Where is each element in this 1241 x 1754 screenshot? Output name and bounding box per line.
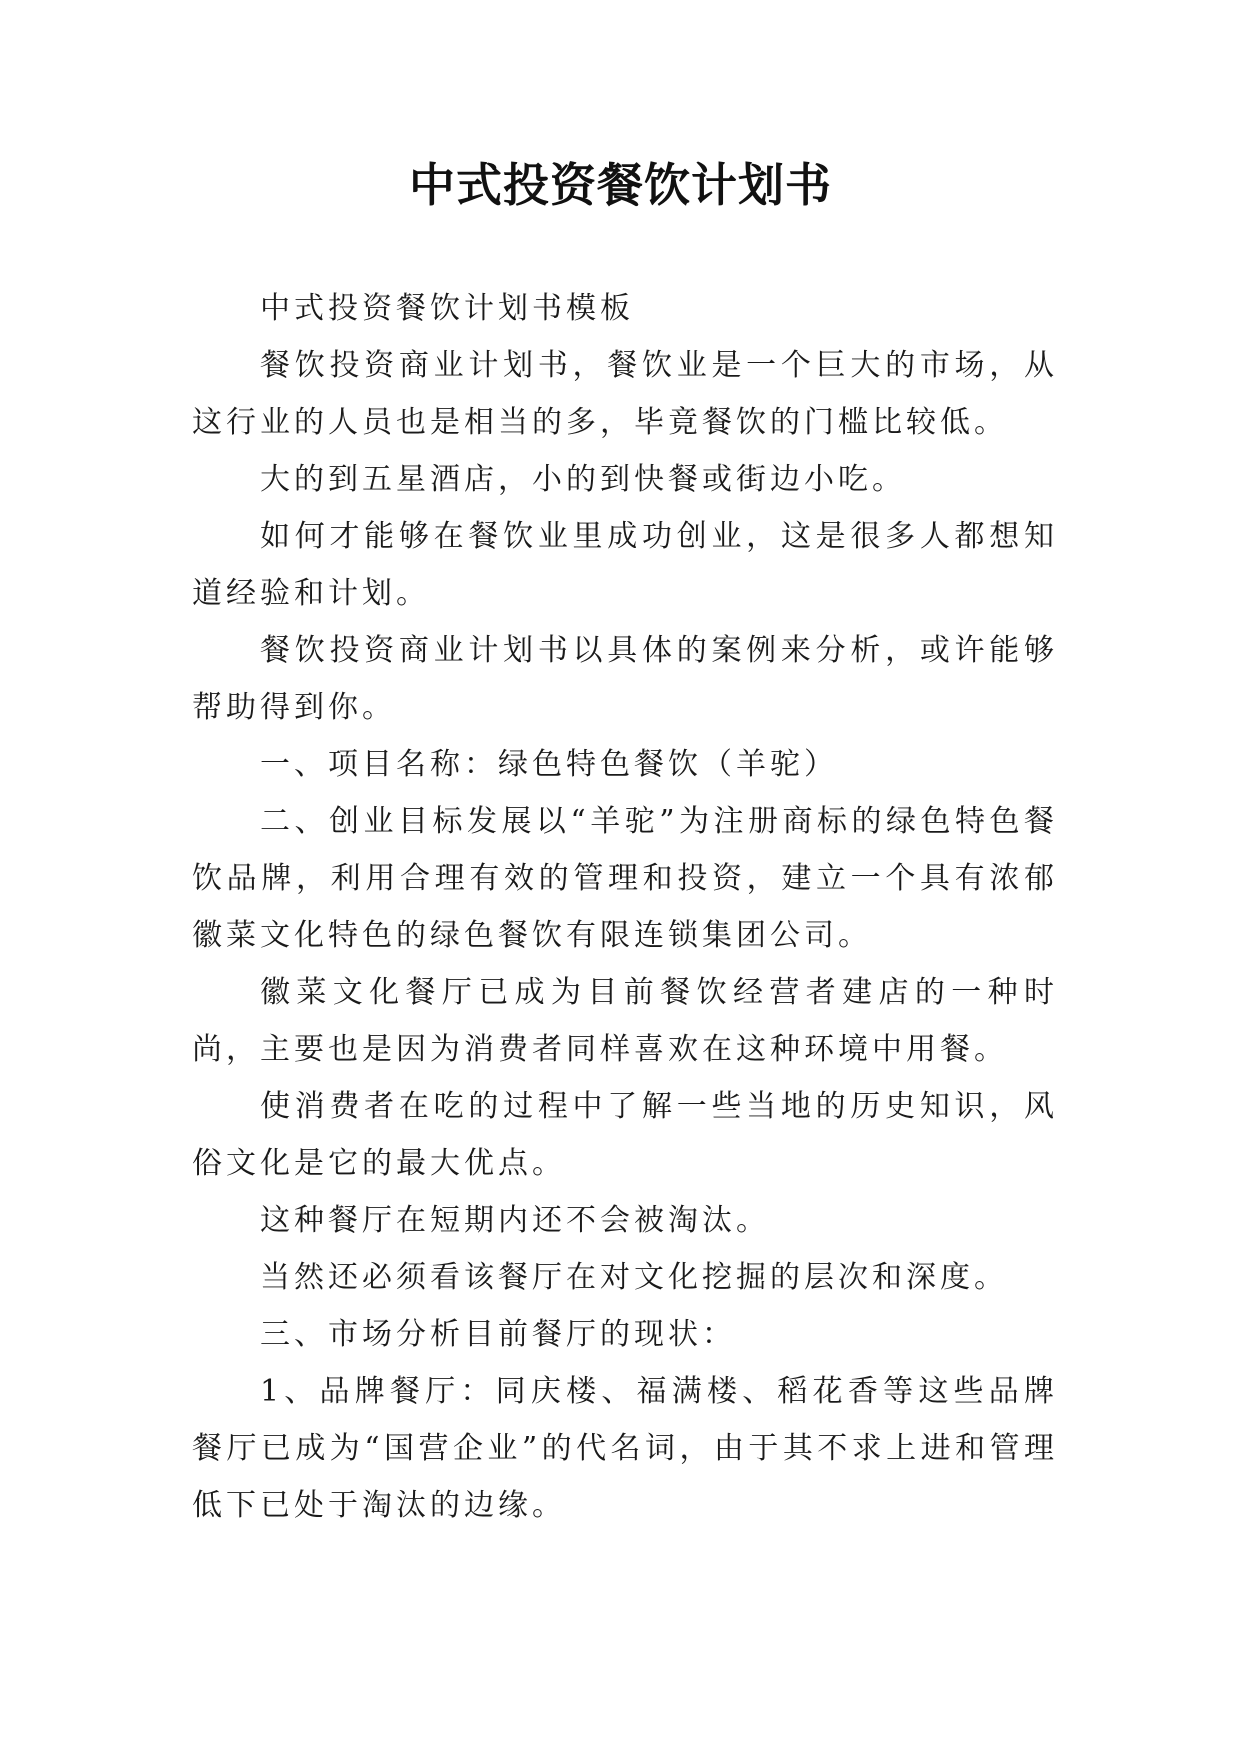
paragraph: 当然还必须看该餐厅在对文化挖掘的层次和深度。: [260, 1260, 1008, 1295]
paragraph: 徽菜文化餐厅已成为目前餐饮经营者建店的一种时尚，主要也是因为消费者同样喜欢在这种环境中用餐。: [192, 975, 1058, 1067]
paragraph: 使消费者在吃的过程中了解一些当地的历史知识，风俗文化是它的最大优点。: [192, 1089, 1058, 1181]
paragraph: 一、项目名称：绿色特色餐饮（羊驼）: [260, 747, 838, 782]
document-body: [192, 280, 1058, 1534]
paragraph: 三、市场分析目前餐厅的现状：: [260, 1317, 736, 1352]
paragraph: 餐饮投资商业计划书，餐饮业是一个巨大的市场，从这行业的人员也是相当的多，毕竟餐饮的门槛比较低。: [192, 348, 1058, 440]
paragraph: 这种餐厅在短期内还不会被淘汰。: [260, 1203, 770, 1238]
paragraph: 如何才能够在餐饮业里成功创业，这是很多人都想知道经验和计划。: [192, 519, 1058, 611]
paragraph: 中式投资餐饮计划书模板: [260, 291, 634, 326]
paragraph: 1、品牌餐厅：同庆楼、福满楼、稻花香等这些品牌餐厅已成为“国营企业”的代名词，由于其不求上进和管理低下已处于淘汰的边缘。: [192, 1374, 1058, 1523]
paragraph: 二、创业目标发展以“羊驼”为注册商标的绿色特色餐饮品牌，利用合理有效的管理和投资，建立一个具有浓郁徽菜文化特色的绿色餐饮有限连锁集团公司。: [192, 804, 1058, 953]
paragraph: 大的到五星酒店，小的到快餐或街边小吃。: [260, 462, 906, 497]
paragraph: 餐饮投资商业计划书以具体的案例来分析，或许能够帮助得到你。: [192, 633, 1058, 725]
document-title: 中式投资餐饮计划书: [409, 158, 832, 212]
